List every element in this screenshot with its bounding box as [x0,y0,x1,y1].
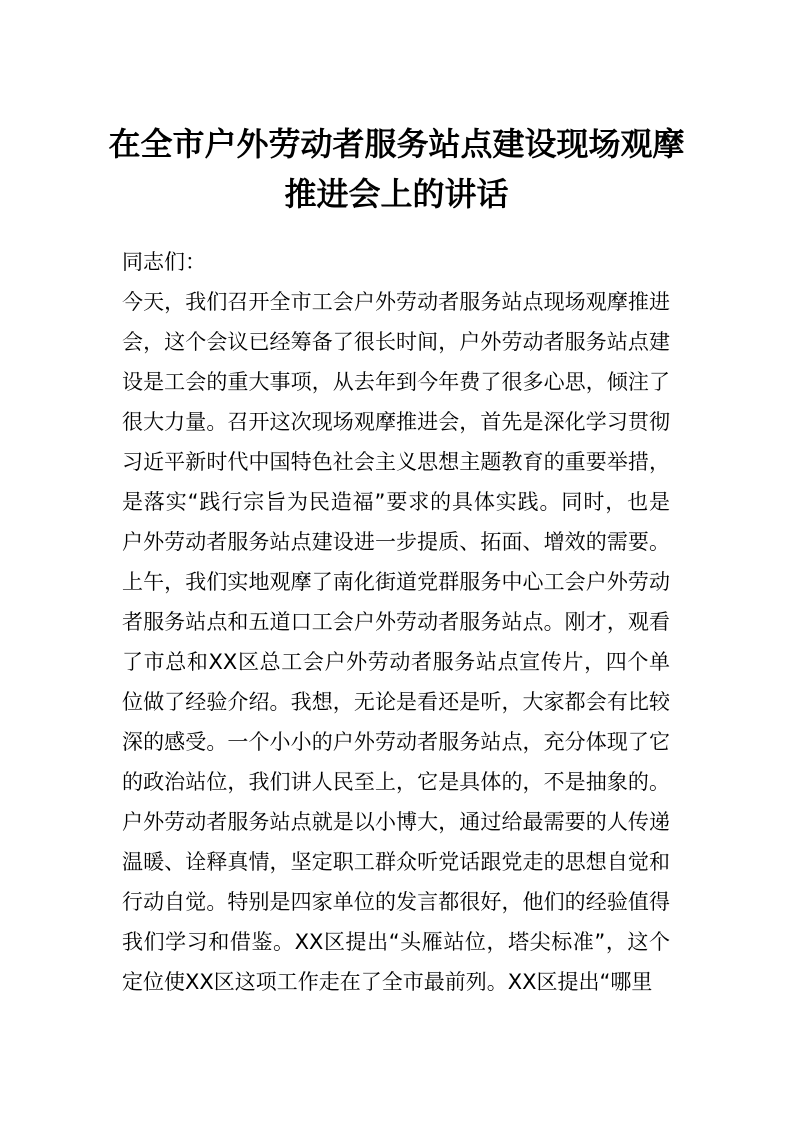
body-line: 我们学习和借鉴。XX区提出“头雁站位，塔尖标准”，这个 [122,930,670,954]
body-line: 设是工会的重大事项，从去年到今年费了很多心思，倾注了 [122,370,670,394]
body-line: 行动自觉。特别是四家单位的发言都很好，他们的经验值得 [122,890,670,914]
body-line: 的政治站位，我们讲人民至上，它是具体的，不是抽象的。 [122,770,670,794]
body-line: 温暖、诠释真情，坚定职工群众听党话跟党走的思想自觉和 [122,850,670,874]
body-line: 者服务站点和五道口工会户外劳动者服务站点。刚才，观看 [122,610,670,634]
body-line: 很大力量。召开这次现场观摩推进会，首先是深化学习贯彻 [122,410,670,434]
body-line: 定位使XX区这项工作走在了全市最前列。XX区提出“哪里 [122,970,653,994]
document-title-line-1: 在全市户外劳动者服务站点建设现场观摩 [108,125,685,163]
body-line: 上午，我们实地观摩了南化街道党群服务中心工会户外劳动 [122,570,670,594]
document-title-line-2: 推进会上的讲话 [284,175,509,213]
body-line: 户外劳动者服务站点就是以小博大，通过给最需要的人传递 [122,810,670,834]
body-line: 今天，我们召开全市工会户外劳动者服务站点现场观摩推进 [122,290,670,314]
body-line: 户外劳动者服务站点建设进一步提质、拓面、增效的需要。 [122,530,670,554]
body-line: 会，这个会议已经筹备了很长时间，户外劳动者服务站点建 [122,330,670,354]
body-line: 深的感受。一个小小的户外劳动者服务站点，充分体现了它 [122,730,670,754]
body-line: 是落实“践行宗旨为民造福”要求的具体实践。同时，也是 [122,490,670,514]
body-line: 位做了经验介绍。我想，无论是看还是听，大家都会有比较 [122,690,670,714]
body-line: 了市总和XX区总工会户外劳动者服务站点宣传片，四个单 [122,650,670,674]
salutation: 同志们： [122,250,206,274]
body-line: 习近平新时代中国特色社会主义思想主题教育的重要举措， [122,450,670,474]
